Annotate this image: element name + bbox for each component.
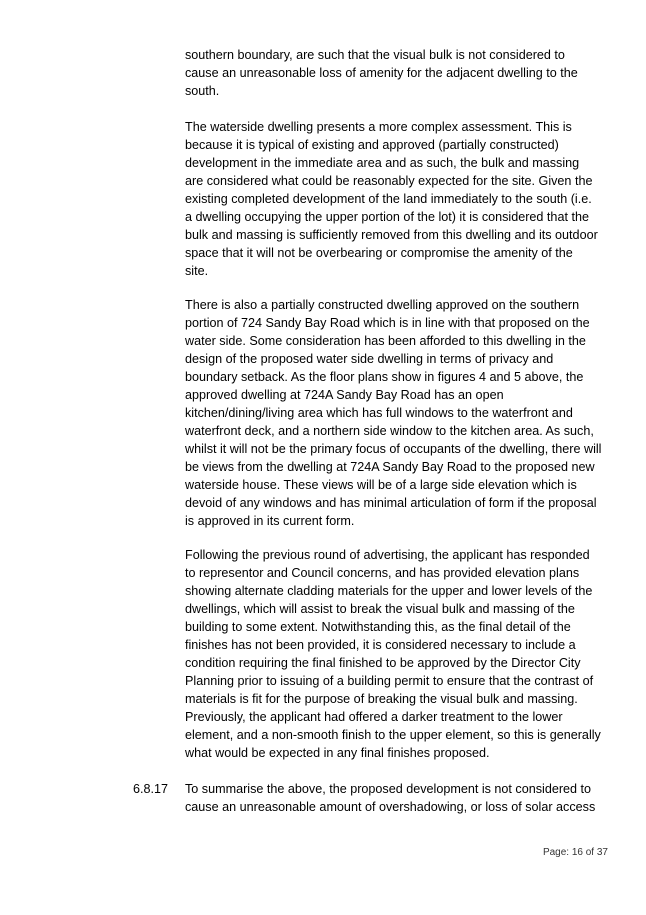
text-line: waterside house. These views will be of a large side elevation which is [185, 478, 577, 492]
text-line: approved dwelling at 724A Sandy Bay Road has an open [185, 388, 504, 402]
text-line: showing alternate cladding materials for the upper and lower levels of the [185, 584, 593, 598]
paragraph-4 [185, 546, 610, 762]
text-line: Following the previous round of advertising, the applicant has responded [185, 548, 590, 562]
text-line: site. [185, 264, 209, 278]
paragraph-2 [185, 118, 610, 280]
text-line: To summarise the above, the proposed development is not considered to [185, 782, 592, 796]
text-line: dwellings, which will assist to break the visual bulk and massing of the [185, 602, 575, 616]
section-number: 6.8.17 [133, 782, 169, 796]
text-line: devoid of any windows and has minimal articulation of form if the proposal [185, 496, 597, 510]
text-line: south. [185, 84, 220, 98]
text-line: Previously, the applicant had offered a darker treatment to the lower [185, 710, 563, 724]
text-line: be views from the dwelling at 724A Sandy Bay Road to the proposed new [185, 460, 595, 474]
text-line: portion of 724 Sandy Bay Road which is in line with that proposed on the [185, 316, 590, 330]
text-line: are considered what could be reasonably expected for the site. Given the [185, 174, 593, 188]
text-line: waterfront deck, and a northern side window to the kitchen area. As such, [185, 424, 594, 438]
text-line: a dwelling occupying the upper portion of the lot) it is considered that the [185, 210, 589, 224]
page-number: Page: 16 of 37 [542, 847, 608, 858]
text-line: whilst it will not be the primary focus of occupants of the dwelling, there will [185, 442, 602, 456]
text-line: There is also a partially constructed dwelling approved on the southern [185, 298, 580, 312]
text-line: what would be expected in any final finishes proposed. [185, 746, 490, 760]
paragraph-1 [185, 46, 610, 100]
text-line: finishes has not been provided, it is considered necessary to include a [185, 638, 576, 652]
text-line: space that it will not be overbearing or compromise the amenity of the [185, 246, 573, 260]
text-line: design of the proposed water side dwelling in terms of privacy and [185, 352, 554, 366]
text-line: kitchen/dining/living area which has full windows to the waterfront and [185, 406, 573, 420]
text-line: because it is typical of existing and approved (partially constructed) [185, 138, 559, 152]
text-line: water side. Some consideration has been afforded to this dwelling in the [185, 334, 586, 348]
text-line: Planning prior to issuing of a building permit to ensure that the contrast of [185, 674, 594, 688]
text-line: cause an unreasonable amount of overshadowing, or loss of solar access [185, 800, 596, 814]
text-line: cause an unreasonable loss of amenity for the adjacent dwelling to the [185, 66, 578, 80]
text-line: development in the immediate area and as such, the bulk and massing [185, 156, 580, 170]
paragraph-5 [185, 780, 610, 816]
text-line: boundary setback. As the floor plans show in figures 4 and 5 above, the [185, 370, 584, 384]
text-line: southern boundary, are such that the visual bulk is not considered to [185, 48, 565, 62]
text-line: element, and a non-smooth finish to the upper element, so this is generally [185, 728, 601, 742]
text-line: materials is fit for the purpose of breaking the visual bulk and massing. [185, 692, 578, 706]
text-line: building to some extent. Notwithstanding this, as the final detail of the [185, 620, 571, 634]
text-line: The waterside dwelling presents a more complex assessment. This is [185, 120, 572, 134]
text-line: is approved in its current form. [185, 514, 355, 528]
paragraph-3 [185, 296, 610, 530]
text-line: bulk and massing is sufficiently removed from this dwelling and its outdoor [185, 228, 598, 242]
text-line: to representor and Council concerns, and has provided elevation plans [185, 566, 580, 580]
text-line: existing completed development of the land immediately to the south (i.e. [185, 192, 592, 206]
text-line: condition requiring the final finished to be approved by the Director City [185, 656, 581, 670]
